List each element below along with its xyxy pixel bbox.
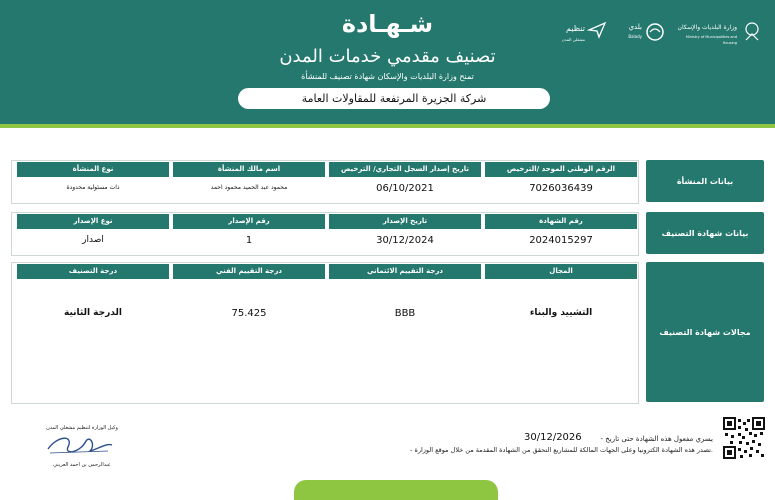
certificate-header-issue-type: نوع الإصدار (17, 214, 169, 229)
field-domain: التشييد والبناء (529, 308, 593, 318)
paper-plane-icon (587, 20, 607, 40)
validity-text: - يسري مفعول هذه الشهادة حتى تاريخ (600, 435, 713, 443)
fields-header-technical-score: درجة التقييم الفني (173, 264, 325, 279)
facility-type: ذات مسئولية محدودة (66, 184, 120, 191)
ministry-name: وزارة البلديات والإسكان (677, 24, 737, 31)
field-credit-rating: BBB (394, 308, 416, 319)
certificate-header-issue-number: رقم الإصدار (173, 214, 325, 229)
facility-section-label: بيانات المنشأة (646, 160, 764, 202)
qr-code (723, 417, 765, 459)
tanzeem-subtitle: مشغلي المدن (561, 37, 585, 42)
certificate-section-label: بيانات شهادة التصنيف (646, 212, 764, 254)
ministry-name-en: Ministry of Municipalities and Housing (685, 35, 737, 45)
certificate-title: شـهـادة (341, 10, 434, 38)
field-technical-score: 75.425 (231, 308, 267, 319)
facility-header-cr-date: تاريخ إصدار السجل التجاري/ الترخيص (329, 162, 481, 177)
certificate-subtitle: تصنيف مقدمي خدمات المدن (279, 46, 496, 67)
fields-header-credit-rating: درجة التقييم الائتماني (329, 264, 481, 279)
fields-section-label: مجالات شهادة التصنيف (646, 262, 764, 402)
tanzeem-name: تنظيم (566, 24, 585, 33)
facility-owner-name: محمود عبد الحميد محمود احمد (210, 184, 288, 191)
verification-note: - تصدر هذه الشهادة الكترونيا وعلى الجهات المالكة للمشاريع التحقق من الشهادة المقدمة من خلال موقع الوزارة. (410, 446, 713, 454)
facility-header-type: نوع المنشأة (17, 162, 169, 177)
fields-header-grade: درجة التصنيف (17, 264, 169, 279)
balady-name: بلدي (628, 23, 642, 31)
facility-header-unified-number: الرقم الوطني الموحد /الترخيص (485, 162, 637, 177)
balady-emblem-icon (645, 22, 665, 42)
fields-header-domain: المجال (485, 264, 637, 279)
balady-name-en: Balady (628, 34, 642, 39)
signatory-name: عبدالرحمن بن احمد العريني (53, 462, 111, 468)
validity-date: 30/12/2026 (524, 432, 582, 443)
certificate-issue-type: اصدار (82, 235, 104, 245)
certificate-issue-number: 1 (245, 235, 253, 246)
logos-strip (548, 20, 763, 52)
bottom-accent-tab (294, 480, 498, 500)
certificate-table (11, 212, 639, 256)
certificate-header-number: رقم الشهادة (485, 214, 637, 229)
company-name: شركة الجزيرة المرتفعة للمقاولات العامة (238, 88, 550, 109)
facility-table (11, 160, 639, 204)
signature (38, 431, 118, 459)
certificate-number: 2024015297 (529, 235, 593, 246)
certificate-issue-date: 30/12/2024 (376, 235, 434, 246)
certificate-header-issue-date: تاريخ الإصدار (329, 214, 481, 229)
facility-header-owner: اسم مالك المنشأة (173, 162, 325, 177)
palm-emblem-icon (741, 20, 763, 46)
facility-unified-number: 7026036439 (529, 183, 593, 194)
signatory-title: وكيل الوزارة لتنظيم مشغلي المدن (46, 425, 118, 431)
fields-table (11, 262, 639, 404)
field-grade: الدرجة الثانية (64, 308, 122, 318)
facility-cr-date: 06/10/2021 (376, 183, 434, 194)
certificate-note: تمنح وزارة البلديات والإسكان شهادة تصنيف للمنشأة (301, 72, 474, 81)
header-accent-line (0, 124, 775, 128)
